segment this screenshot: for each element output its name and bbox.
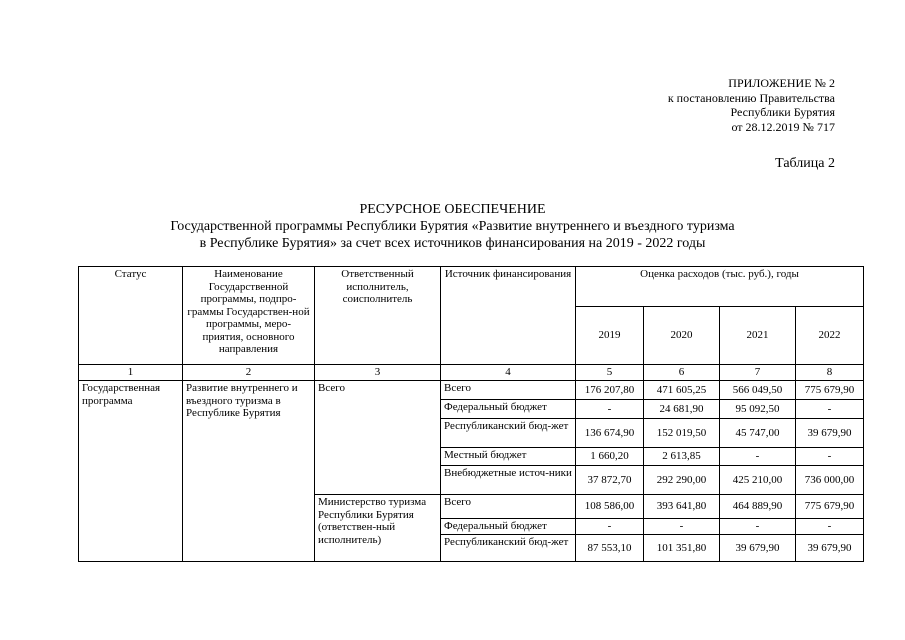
source-cell: Внебюджетные источ-ники	[441, 466, 576, 495]
column-number: 3	[315, 365, 441, 381]
status-cell: Государственная программа	[79, 381, 183, 562]
source-cell: Федеральный бюджет	[441, 519, 576, 535]
header-year-2020: 2020	[644, 307, 720, 365]
source-cell: Местный бюджет	[441, 448, 576, 466]
column-number: 4	[441, 365, 576, 381]
value-cell: 393 641,80	[644, 495, 720, 519]
appendix-line: Республики Бурятия	[730, 105, 835, 119]
value-cell: 736 000,00	[796, 466, 864, 495]
appendix-line: ПРИЛОЖЕНИЕ № 2	[728, 76, 835, 90]
value-cell: 425 210,00	[720, 466, 796, 495]
resource-table	[78, 266, 864, 562]
value-cell: 2 613,85	[644, 448, 720, 466]
source-cell: Всего	[441, 495, 576, 519]
column-number: 2	[183, 365, 315, 381]
value-cell: 101 351,80	[644, 535, 720, 562]
value-cell: 775 679,90	[796, 381, 864, 400]
value-cell: 464 889,90	[720, 495, 796, 519]
table-label: Таблица 2	[775, 156, 835, 171]
value-cell: 95 092,50	[720, 400, 796, 419]
column-number: 7	[720, 365, 796, 381]
header-year-2019: 2019	[576, 307, 644, 365]
header-name: Наименование Государственной программы, подпро-граммы Государствен-ной программы, меро-приятия, основного направления	[183, 267, 315, 365]
value-cell: -	[796, 400, 864, 419]
column-number: 1	[79, 365, 183, 381]
program-name-cell: Развитие внутреннего и въездного туризма в Республике Бурятия	[183, 381, 315, 562]
value-cell: -	[796, 519, 864, 535]
value-cell: 292 290,00	[644, 466, 720, 495]
title-line: Государственной программы Республики Бурятия «Развитие внутреннего и въездного туризма	[170, 219, 735, 234]
header-estimate: Оценка расходов (тыс. руб.), годы	[576, 267, 864, 307]
value-cell: 136 674,90	[576, 419, 644, 448]
appendix-reference	[668, 76, 835, 134]
column-number: 6	[644, 365, 720, 381]
header-year-2021: 2021	[720, 307, 796, 365]
value-cell: 471 605,25	[644, 381, 720, 400]
value-cell: 108 586,00	[576, 495, 644, 519]
value-cell: -	[796, 448, 864, 466]
source-cell: Всего	[441, 381, 576, 400]
column-number-row	[79, 365, 864, 381]
header-status: Статус	[79, 267, 183, 365]
header-executor: Ответственный исполнитель, соисполнитель	[315, 267, 441, 365]
appendix-line: от 28.12.2019 № 717	[731, 119, 835, 134]
title-line: РЕСУРСНОЕ ОБЕСПЕЧЕНИЕ	[359, 202, 546, 217]
value-cell: 45 747,00	[720, 419, 796, 448]
value-cell: -	[576, 519, 644, 535]
source-cell: Республиканский бюд-жет	[441, 419, 576, 448]
title-line: в Республике Бурятия» за счет всех источников финансирования на 2019 - 2022 годы	[199, 236, 706, 251]
value-cell: 152 019,50	[644, 419, 720, 448]
document-title	[0, 201, 905, 252]
value-cell: 39 679,90	[796, 535, 864, 562]
value-cell: 176 207,80	[576, 381, 644, 400]
value-cell: 39 679,90	[720, 535, 796, 562]
executor-cell: Министерство туризма Республики Бурятия (ответствен-ный исполнитель)	[315, 495, 441, 562]
column-number: 8	[796, 365, 864, 381]
value-cell: -	[644, 519, 720, 535]
source-cell: Федеральный бюджет	[441, 400, 576, 419]
value-cell: 87 553,10	[576, 535, 644, 562]
value-cell: 24 681,90	[644, 400, 720, 419]
value-cell: 775 679,90	[796, 495, 864, 519]
source-cell: Республиканский бюд-жет	[441, 535, 576, 562]
appendix-line: к постановлению Правительства	[667, 90, 835, 105]
table-row	[79, 381, 864, 400]
value-cell: 37 872,70	[576, 466, 644, 495]
executor-cell: Всего	[315, 381, 441, 495]
column-number: 5	[576, 365, 644, 381]
value-cell: -	[576, 400, 644, 419]
header-source: Источник финансирования	[441, 267, 576, 365]
value-cell: 566 049,50	[720, 381, 796, 400]
value-cell: -	[720, 448, 796, 466]
value-cell: 1 660,20	[576, 448, 644, 466]
value-cell: 39 679,90	[796, 419, 864, 448]
header-year-2022: 2022	[796, 307, 864, 365]
value-cell: -	[720, 519, 796, 535]
